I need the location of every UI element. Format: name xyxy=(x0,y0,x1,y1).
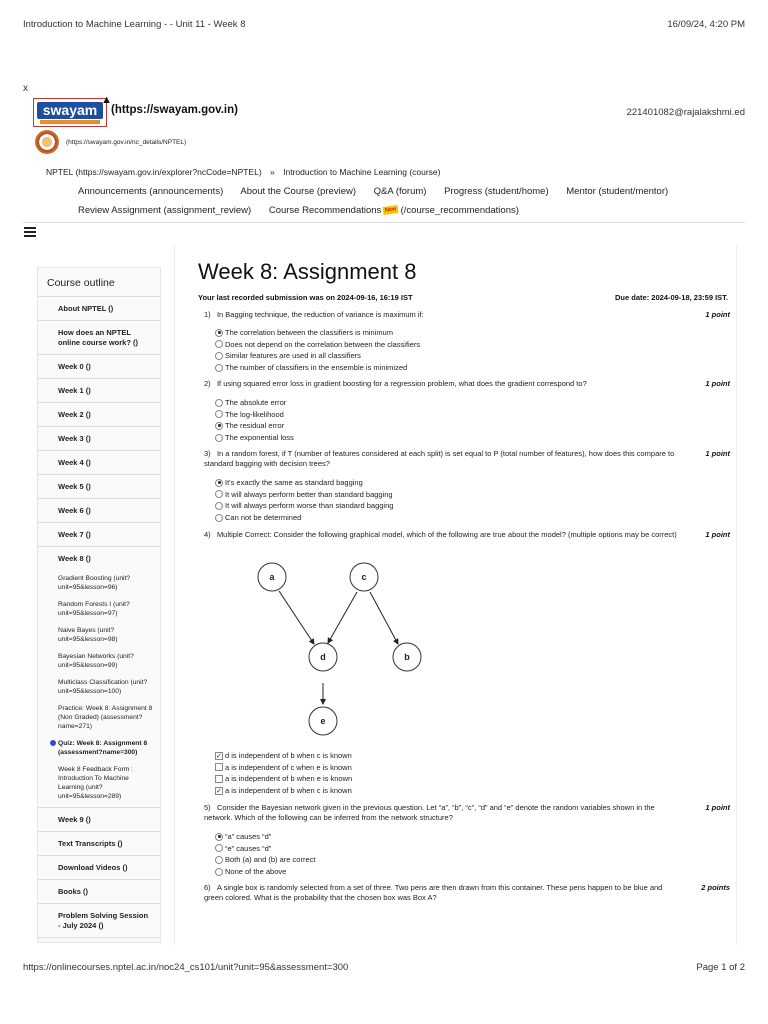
option-label: It's exactly the same as standard bagging xyxy=(225,478,363,488)
question-number: 5) xyxy=(204,803,211,812)
radio[interactable] xyxy=(215,844,223,852)
sidebar-item-text-transcripts[interactable]: Text Transcripts () xyxy=(38,832,160,856)
sidebar-item-week-4[interactable]: Week 4 () xyxy=(38,451,160,475)
option-label: It will always perform worse than standard bagging xyxy=(225,501,394,511)
q5-option-2[interactable] xyxy=(215,843,730,855)
sidebar-item-week-7[interactable]: Week 7 () xyxy=(38,523,160,547)
sidebar-subitem-multiclass[interactable]: Multiclass Classification (unit?unit=95&lesson=100) xyxy=(58,679,148,695)
due-date-text: Due date: 2024-09-18, 23:59 IST. xyxy=(615,293,728,302)
q5-option-1[interactable] xyxy=(215,831,730,843)
q3-option-2[interactable] xyxy=(215,489,730,501)
radio[interactable] xyxy=(215,340,223,348)
question-5 xyxy=(198,803,730,877)
question-points: 1 point xyxy=(705,449,730,458)
course-nav xyxy=(78,186,683,224)
option-label: The residual error xyxy=(225,421,285,431)
question-number: 1) xyxy=(204,310,211,319)
q1-option-2[interactable] xyxy=(215,339,730,351)
site-header xyxy=(33,94,745,128)
user-email[interactable]: 221401082@rajalakshmi.ed xyxy=(626,107,745,118)
edge-c-d xyxy=(328,592,357,643)
question-points: 1 point xyxy=(705,310,730,319)
sidebar-item-about-nptel[interactable]: About NPTEL () xyxy=(38,297,160,321)
q2-option-4[interactable] xyxy=(215,432,730,444)
checkbox-checked[interactable]: ✓ xyxy=(216,787,222,795)
sidebar-subitem-practice-assignment[interactable]: Practice: Week 8: Assignment 8 (Non Graded) (assessment?name=271) xyxy=(58,705,153,730)
question-1 xyxy=(198,310,730,373)
option-label: “a” causes “d” xyxy=(225,832,272,842)
option-label: Both (a) and (b) are correct xyxy=(225,855,316,865)
option-label: Does not depend on the correlation between the classifiers xyxy=(225,339,421,349)
question-text: Multiple Correct: Consider the following graphical model, which of the following are true about the model? (multiple options may be correct) xyxy=(216,530,677,539)
q5-option-4[interactable] xyxy=(215,866,730,878)
swayam-logo-text: swayam xyxy=(37,102,103,119)
node-a-label: a xyxy=(269,572,275,582)
swayam-logo-stripe xyxy=(40,120,100,124)
q4-option-1[interactable] xyxy=(215,750,730,762)
option-label: None of the above xyxy=(225,867,287,877)
checkbox-checked[interactable]: ✓ xyxy=(216,752,222,760)
radio[interactable] xyxy=(215,856,223,864)
nav-recommend-link: (/course_recommendations) xyxy=(400,205,519,216)
option-label: “e” causes “d” xyxy=(225,843,272,853)
question-text: A single box is randomly selected from a set of three. Two pens are then drawn from this container. These pens happen to be blue and green colored. What is the probability that the chosen box was Box A? xyxy=(204,883,663,902)
course-outline-sidebar xyxy=(37,267,161,943)
radio[interactable] xyxy=(215,364,223,372)
q4-option-4[interactable] xyxy=(215,785,730,797)
nav-qa[interactable]: Q&A (forum) xyxy=(373,186,427,197)
nav-recommend-label: Course Recommendations xyxy=(268,205,382,216)
new-badge: New xyxy=(383,205,399,215)
nav-announcements[interactable]: Announcements (announcements) xyxy=(78,186,224,197)
sidebar-subitem-quiz-active[interactable]: Quiz: Week 8: Assignment 8 (assessment?name=300) xyxy=(38,735,160,761)
breadcrumb xyxy=(46,167,447,177)
radio-selected[interactable] xyxy=(215,479,223,487)
sidebar-item-week-0[interactable]: Week 0 () xyxy=(38,355,160,379)
nav-course-recommendations[interactable] xyxy=(269,205,519,216)
checkbox[interactable] xyxy=(215,763,223,771)
sidebar-item-how-course-works[interactable]: How does an NPTEL online course work? () xyxy=(38,321,160,355)
question-number: 2) xyxy=(204,379,211,388)
radio[interactable] xyxy=(215,514,223,522)
sidebar-item-books[interactable]: Books () xyxy=(38,880,160,904)
assignment-content xyxy=(174,245,737,945)
question-4-options xyxy=(198,750,730,796)
option-label: Can not be determined xyxy=(225,513,302,523)
edge-c-b xyxy=(370,592,398,644)
q1-option-4[interactable] xyxy=(215,362,730,374)
radio-selected[interactable] xyxy=(215,329,223,337)
page-title: Week 8: Assignment 8 xyxy=(198,259,417,284)
q5-option-3[interactable] xyxy=(215,854,730,866)
option-label: a is independent of c when e is known xyxy=(225,762,352,772)
print-datetime: 16/09/24, 4:20 PM xyxy=(667,19,745,30)
radio[interactable] xyxy=(215,399,223,407)
sidebar-subitem-naive-bayes[interactable]: Naive Bayes (unit?unit=95&lesson=98) xyxy=(58,627,118,643)
radio[interactable] xyxy=(215,868,223,876)
q3-option-1[interactable] xyxy=(215,477,730,489)
sidebar-title: Course outline xyxy=(38,268,160,297)
menu-icon[interactable] xyxy=(24,227,36,237)
q1-option-1[interactable] xyxy=(215,327,730,339)
question-number: 6) xyxy=(204,883,211,892)
question-2 xyxy=(198,379,730,443)
question-3 xyxy=(198,449,730,523)
nav-mentor[interactable]: Mentor (student/mentor) xyxy=(566,186,669,197)
breadcrumb-course[interactable]: Introduction to Machine Learning (course) xyxy=(283,167,441,177)
q4-option-3[interactable] xyxy=(215,773,730,785)
q1-option-3[interactable] xyxy=(215,350,730,362)
question-points: 1 point xyxy=(705,530,730,539)
question-points: 1 point xyxy=(705,803,730,812)
q2-option-2[interactable] xyxy=(215,409,730,421)
radio[interactable] xyxy=(215,410,223,418)
option-label: The number of classifiers in the ensemble is minimized xyxy=(225,363,408,373)
bayesian-network-graph xyxy=(253,560,423,740)
question-points: 2 points xyxy=(701,883,730,892)
nptel-link[interactable]: (https://swayam.gov.in/nc_details/NPTEL) xyxy=(66,139,187,146)
option-label: The absolute error xyxy=(225,398,287,408)
q4-option-2[interactable] xyxy=(215,762,730,774)
radio-selected[interactable] xyxy=(215,833,223,841)
sidebar-subitem-feedback-form[interactable]: Week 8 Feedback Form : Introduction To Machine Learning (unit?unit=95&lesson=289) xyxy=(38,761,160,808)
radio[interactable] xyxy=(215,490,223,498)
option-label: The log-likelihood xyxy=(225,409,284,419)
option-label: It will always perform better than standard bagging xyxy=(225,489,393,499)
node-e-label: e xyxy=(320,716,326,726)
sidebar-item-week-2[interactable]: Week 2 () xyxy=(38,403,160,427)
sidebar-item-week-9[interactable]: Week 9 () xyxy=(38,808,160,832)
radio-selected[interactable] xyxy=(215,422,223,430)
question-text: In a random forest, if T (number of features considered at each split) is set equal to P (total number of features), how does this compare to standard bagging with decision trees? xyxy=(204,449,675,468)
option-label: The exponential loss xyxy=(225,433,294,443)
last-submission-text: Your last recorded submission was on 2024-09-16, 16:19 IST xyxy=(198,293,413,302)
swayam-home-link[interactable]: (https://swayam.gov.in) xyxy=(111,104,238,116)
question-number: 4) xyxy=(204,530,211,539)
sidebar-subitem-random-forests[interactable]: Random Forests I (unit?unit=95&lesson=97) xyxy=(58,601,130,617)
nav-progress[interactable]: Progress (student/home) xyxy=(444,186,549,197)
sidebar-item-week-5[interactable]: Week 5 () xyxy=(38,475,160,499)
q2-option-3[interactable] xyxy=(215,420,730,432)
checkbox[interactable] xyxy=(215,775,223,783)
q2-option-1[interactable] xyxy=(215,397,730,409)
radio[interactable] xyxy=(215,502,223,510)
nav-about-course[interactable]: About the Course (preview) xyxy=(240,186,356,197)
question-text: If using squared error loss in gradient boosting for a regression problem, what does the gradient correspond to? xyxy=(216,379,587,388)
sidebar-item-week-8[interactable]: Week 8 () xyxy=(58,554,91,563)
swayam-logo[interactable] xyxy=(33,94,112,127)
sidebar-subitem-gradient-boosting[interactable]: Gradient Boosting (unit?unit=95&lesson=96) xyxy=(58,575,131,591)
q3-option-3[interactable] xyxy=(215,500,730,512)
print-header xyxy=(23,19,745,30)
sidebar-item-week-6[interactable]: Week 6 () xyxy=(38,499,160,523)
nav-review-assignment[interactable]: Review Assignment (assignment_review) xyxy=(78,205,252,216)
question-text: Consider the Bayesian network given in the previous question. Let “a”, “b”, “c”, “d” and “e” denote the random variables shown in the network. Which of the following can be inferred from the network structure? xyxy=(204,803,655,822)
breadcrumb-root[interactable]: NPTEL (https://swayam.gov.in/explorer?ncCode=NPTEL) xyxy=(46,167,262,177)
sidebar-item-week-3[interactable]: Week 3 () xyxy=(38,427,160,451)
node-b-label: b xyxy=(404,652,410,662)
option-label: a is independent of b when c is known xyxy=(225,786,352,796)
option-label: a is independent of b when e is known xyxy=(225,774,353,784)
edge-a-d xyxy=(279,591,314,644)
option-label: Similar features are used in all classifiers xyxy=(225,351,361,361)
option-label: The correlation between the classifiers is minimum xyxy=(225,328,393,338)
question-6 xyxy=(198,883,730,903)
graduation-cap-icon: ▲ xyxy=(101,94,112,106)
sidebar-item-download-videos[interactable]: Download Videos () xyxy=(38,856,160,880)
question-number: 3) xyxy=(204,449,211,458)
print-title: Introduction to Machine Learning - - Unit 11 - Week 8 xyxy=(23,19,246,30)
question-points: 1 point xyxy=(705,379,730,388)
radio[interactable] xyxy=(215,352,223,360)
sidebar-item-week-1[interactable]: Week 1 () xyxy=(38,379,160,403)
radio[interactable] xyxy=(215,434,223,442)
print-url: https://onlinecourses.nptel.ac.in/noc24_cs101/unit?unit=95&assessment=300 xyxy=(23,962,349,973)
nav-divider xyxy=(23,222,745,223)
breadcrumb-separator: » xyxy=(270,167,275,177)
print-footer xyxy=(23,962,745,973)
question-4 xyxy=(198,530,730,540)
close-icon[interactable]: x xyxy=(23,83,28,94)
q3-option-4[interactable] xyxy=(215,512,730,524)
node-c-label: c xyxy=(361,572,367,582)
nptel-logo[interactable] xyxy=(35,130,59,154)
option-label: d is independent of b when c is known xyxy=(225,751,352,761)
question-text: In Bagging technique, the reduction of variance is maximum if: xyxy=(216,310,424,319)
print-page-number: Page 1 of 2 xyxy=(696,962,745,973)
sidebar-subitem-bayesian-networks[interactable]: Bayesian Networks (unit?unit=95&lesson=99) xyxy=(58,653,134,669)
node-d-label: d xyxy=(320,652,326,662)
sidebar-item-problem-solving[interactable]: Problem Solving Session - July 2024 () xyxy=(38,904,160,938)
